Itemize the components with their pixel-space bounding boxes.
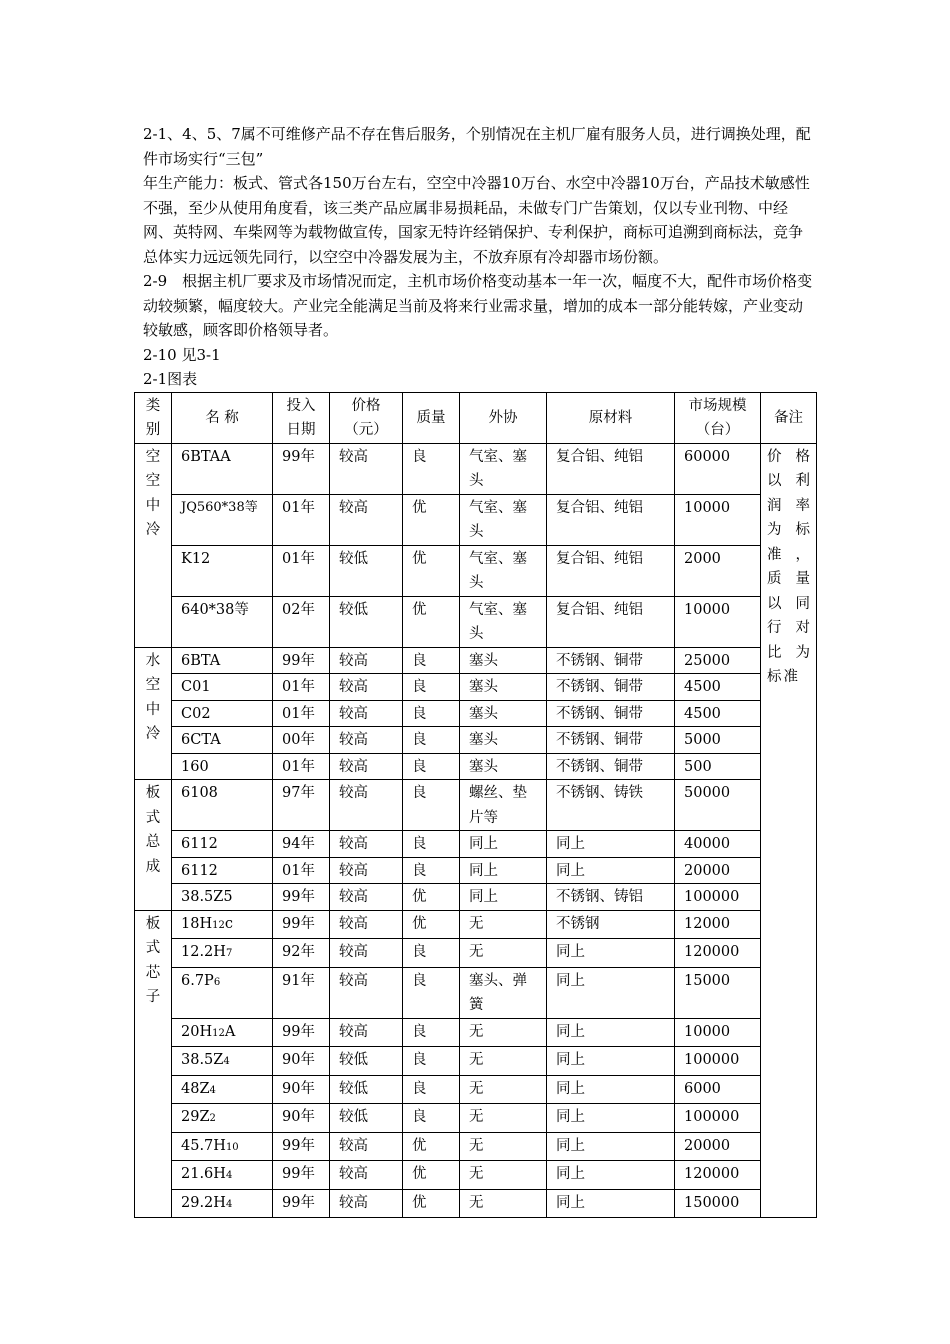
cell-outsource: 塞头、弹簧 — [460, 967, 547, 1018]
cell-scale: 12000 — [675, 910, 761, 939]
cell-scale: 120000 — [675, 939, 761, 968]
cell-name-text: 38.5Z5 — [181, 889, 233, 905]
cell-material: 不锈钢、铸铝 — [547, 884, 675, 911]
cell-scale: 120000 — [675, 1161, 761, 1190]
cell-price: 较低 — [330, 1075, 403, 1104]
cell-name-subscript: 12 — [212, 919, 225, 931]
cell-name — [172, 443, 273, 494]
cell-date: 01年 — [273, 700, 330, 727]
cell-material: 同上 — [547, 1132, 675, 1161]
cell-name-subscript: 6 — [213, 976, 221, 988]
cell-name — [172, 831, 273, 858]
cell-outsource: 螺丝、垫片等 — [460, 780, 547, 831]
cell-date: 02年 — [273, 596, 330, 647]
cell-name-text: 29.2H — [181, 1194, 226, 1211]
cell-material: 同上 — [547, 939, 675, 968]
cell-name-text: 6112 — [181, 836, 218, 852]
cell-quality: 优 — [403, 1132, 460, 1161]
table-row — [135, 967, 817, 1018]
cell-price: 较高 — [330, 674, 403, 701]
cell-material: 复合铝、纯铝 — [547, 443, 675, 494]
cell-date: 99年 — [273, 647, 330, 674]
cell-scale: 6000 — [675, 1075, 761, 1104]
cell-date: 99年 — [273, 910, 330, 939]
cell-quality: 优 — [403, 494, 460, 545]
cell-name — [172, 700, 273, 727]
cell-material: 同上 — [547, 1075, 675, 1104]
cell-scale: 15000 — [675, 967, 761, 1018]
cell-name-text: C02 — [181, 705, 211, 722]
cell-name-text: 640*38等 — [181, 601, 249, 618]
header-material: 原材料 — [547, 392, 675, 443]
cell-price: 较高 — [330, 753, 403, 780]
cell-material: 复合铝、纯铝 — [547, 596, 675, 647]
cell-name-text: C01 — [181, 679, 211, 695]
cell-outsource: 塞头 — [460, 753, 547, 780]
cell-scale: 100000 — [675, 884, 761, 911]
table-row — [135, 545, 817, 596]
cell-outsource: 无 — [460, 939, 547, 968]
cell-date: 94年 — [273, 831, 330, 858]
cell-quality: 良 — [403, 727, 460, 754]
cell-scale: 25000 — [675, 647, 761, 674]
table-row — [135, 910, 817, 939]
table-row — [135, 494, 817, 545]
cell-outsource: 塞头 — [460, 674, 547, 701]
cell-date: 91年 — [273, 967, 330, 1018]
cell-date: 90年 — [273, 1075, 330, 1104]
cell-name-text: JQ560*38等 — [181, 499, 258, 515]
paragraph-capacity: 年生产能力：板式、管式各150万台左右，空空中冷器10万台、水空中冷器10万台，产品技术敏感性不强，至少从使用角度看，该三类产品应属非易损耗品，未做专门广告策划，仅以专业刊物、中经网、英特网、车柴网等为载物做宣传，国家无特许经销保护、专利保护，商标可追溯到商标法，竞争总体实力远远领先同行，以空空中冷器发展为主，不放弃原有冷却器市场份额。 — [143, 174, 810, 266]
table-row — [135, 596, 817, 647]
cell-scale: 20000 — [675, 1132, 761, 1161]
cell-outsource: 同上 — [460, 884, 547, 911]
table-row — [135, 780, 817, 831]
cell-category: 板 式 总 成 — [135, 780, 172, 911]
cell-name-text: 29Z — [181, 1109, 210, 1125]
cell-scale: 10000 — [675, 1018, 761, 1047]
cell-quality: 良 — [403, 647, 460, 674]
cell-scale: 10000 — [675, 494, 761, 545]
cell-date: 01年 — [273, 494, 330, 545]
header-price: 价格（元） — [330, 392, 403, 443]
table-row — [135, 753, 817, 780]
table-caption: 2-1图表 — [143, 370, 198, 388]
cell-outsource: 同上 — [460, 831, 547, 858]
cell-quality: 优 — [403, 910, 460, 939]
cell-quality: 优 — [403, 545, 460, 596]
cell-name — [172, 967, 273, 1018]
cell-quality: 良 — [403, 939, 460, 968]
cell-material: 复合铝、纯铝 — [547, 494, 675, 545]
cell-material: 同上 — [547, 831, 675, 858]
cell-price: 较高 — [330, 494, 403, 545]
cell-outsource: 无 — [460, 1132, 547, 1161]
cell-name — [172, 910, 273, 939]
cell-name — [172, 674, 273, 701]
cell-name-text: 20H — [181, 1023, 213, 1040]
cell-price: 较高 — [330, 857, 403, 884]
cell-outsource: 无 — [460, 1075, 547, 1104]
cell-category: 空 空 中 冷 — [135, 443, 172, 647]
paragraph-service: 2-1、4、5、7属不可维修产品不存在售后服务，个别情况在主机厂雇有服务人员，进行调换处理，配件市场实行“三包” — [143, 125, 811, 168]
header-scale: 市场规模（台） — [675, 392, 761, 443]
cell-date: 99年 — [273, 1189, 330, 1218]
cell-outsource: 无 — [460, 1161, 547, 1190]
cell-price: 较低 — [330, 1104, 403, 1133]
cell-scale: 50000 — [675, 780, 761, 831]
cell-material: 同上 — [547, 1161, 675, 1190]
cell-name-text: 6108 — [181, 785, 218, 801]
cell-name — [172, 780, 273, 831]
cell-name — [172, 727, 273, 754]
cell-name — [172, 1047, 273, 1076]
cell-quality: 良 — [403, 443, 460, 494]
cell-quality: 良 — [403, 1018, 460, 1047]
cell-date: 99年 — [273, 1132, 330, 1161]
table-row — [135, 884, 817, 911]
cell-price: 较低 — [330, 596, 403, 647]
cell-price: 较高 — [330, 831, 403, 858]
cell-quality: 优 — [403, 596, 460, 647]
cell-note: 价格以利润率为标准，质量以同行对比为标准 — [761, 443, 817, 1218]
cell-material: 同上 — [547, 1104, 675, 1133]
cell-name — [172, 857, 273, 884]
cell-material: 不锈钢、铜带 — [547, 753, 675, 780]
cell-quality: 良 — [403, 753, 460, 780]
cell-quality: 良 — [403, 1047, 460, 1076]
cell-name-subscript: 12 — [212, 1027, 225, 1039]
cell-date: 90年 — [273, 1047, 330, 1076]
cell-name-text: 45.7H — [181, 1137, 226, 1154]
cell-price: 较高 — [330, 910, 403, 939]
cell-name-subscript: 10 — [225, 1141, 239, 1153]
cell-name-text: 160 — [181, 758, 209, 775]
cell-price: 较高 — [330, 647, 403, 674]
cell-outsource: 塞头 — [460, 700, 547, 727]
header-category: 类别 — [135, 392, 172, 443]
cell-name — [172, 884, 273, 911]
cell-date: 99年 — [273, 884, 330, 911]
table-row — [135, 1161, 817, 1190]
table-row — [135, 1189, 817, 1218]
cell-quality: 良 — [403, 831, 460, 858]
cell-category: 板 式 芯 子 — [135, 910, 172, 1218]
cell-scale: 60000 — [675, 443, 761, 494]
cell-name — [172, 596, 273, 647]
cell-price: 较高 — [330, 727, 403, 754]
cell-name — [172, 1075, 273, 1104]
cell-quality: 优 — [403, 1161, 460, 1190]
cell-scale: 2000 — [675, 545, 761, 596]
cell-quality: 良 — [403, 857, 460, 884]
cell-price: 较高 — [330, 1161, 403, 1190]
cell-name — [172, 939, 273, 968]
table-row — [135, 1104, 817, 1133]
cell-name-subscript: 4 — [209, 1084, 216, 1096]
cell-name — [172, 494, 273, 545]
cell-scale: 100000 — [675, 1104, 761, 1133]
cell-name — [172, 1104, 273, 1133]
cell-material: 同上 — [547, 857, 675, 884]
cell-price: 较高 — [330, 1018, 403, 1047]
cell-material: 不锈钢、铜带 — [547, 700, 675, 727]
cell-scale: 150000 — [675, 1189, 761, 1218]
cell-outsource: 无 — [460, 910, 547, 939]
cell-price: 较高 — [330, 967, 403, 1018]
table-body — [135, 443, 817, 1218]
cell-material: 同上 — [547, 1189, 675, 1218]
cell-outsource: 气室、塞头 — [460, 596, 547, 647]
cell-quality: 良 — [403, 780, 460, 831]
header-note: 备注 — [761, 392, 817, 443]
cell-name-text: 18H — [181, 915, 213, 932]
cell-date: 97年 — [273, 780, 330, 831]
cell-price: 较低 — [330, 545, 403, 596]
cell-name — [172, 1161, 273, 1190]
cell-date: 90年 — [273, 1104, 330, 1133]
cell-quality: 良 — [403, 1075, 460, 1104]
cell-material: 不锈钢、铜带 — [547, 674, 675, 701]
cell-material: 复合铝、纯铝 — [547, 545, 675, 596]
cell-name — [172, 753, 273, 780]
document-page — [143, 122, 813, 1218]
table-row — [135, 443, 817, 494]
cell-scale: 5000 — [675, 727, 761, 754]
cell-quality: 优 — [403, 1189, 460, 1218]
header-name: 名 称 — [172, 392, 273, 443]
table-row — [135, 857, 817, 884]
paragraph-pricing: 2-9 根据主机厂要求及市场情况而定，主机市场价格变动基本一年一次，幅度不大，配件市场价格变动较频繁，幅度较大。产业完全能满足当前及将来行业需求量，增加的成本一部分能转嫁，产业变动较敏感，顾客即价格领导者。 — [143, 272, 813, 339]
product-table — [134, 392, 817, 1219]
cell-date: 99年 — [273, 1161, 330, 1190]
cell-name-text: 38.5Z — [181, 1052, 224, 1068]
cell-date: 99年 — [273, 443, 330, 494]
table-row — [135, 1132, 817, 1161]
table-header-row — [135, 392, 817, 443]
cell-scale: 4500 — [675, 700, 761, 727]
paragraph-reference: 2-10 见3-1 — [143, 345, 221, 364]
cell-date: 01年 — [273, 857, 330, 884]
cell-price: 较高 — [330, 939, 403, 968]
cell-category: 水 空 中 冷 — [135, 647, 172, 780]
cell-outsource: 气室、塞头 — [460, 443, 547, 494]
cell-price: 较高 — [330, 884, 403, 911]
cell-material: 不锈钢、铸铁 — [547, 780, 675, 831]
cell-name-text: 6BTA — [181, 652, 221, 669]
cell-date: 92年 — [273, 939, 330, 968]
cell-outsource: 无 — [460, 1189, 547, 1218]
table-row — [135, 939, 817, 968]
table-row — [135, 674, 817, 701]
cell-quality: 良 — [403, 1104, 460, 1133]
header-date: 投入日期 — [273, 392, 330, 443]
cell-outsource: 同上 — [460, 857, 547, 884]
cell-price: 较低 — [330, 1047, 403, 1076]
cell-price: 较高 — [330, 700, 403, 727]
cell-outsource: 无 — [460, 1104, 547, 1133]
cell-name-subscript: 4 — [225, 1170, 233, 1181]
cell-price: 较高 — [330, 1132, 403, 1161]
cell-name-subscript: 4 — [225, 1198, 233, 1210]
cell-quality: 优 — [403, 884, 460, 911]
cell-scale: 20000 — [675, 857, 761, 884]
cell-name-subscript: 7 — [225, 948, 233, 959]
cell-date: 99年 — [273, 1018, 330, 1047]
cell-outsource: 塞头 — [460, 647, 547, 674]
cell-name-subscript: 2 — [209, 1113, 216, 1124]
cell-outsource: 无 — [460, 1047, 547, 1076]
cell-name-text: 6112 — [181, 862, 218, 879]
cell-date: 01年 — [273, 753, 330, 780]
table-row — [135, 1075, 817, 1104]
cell-material: 不锈钢 — [547, 910, 675, 939]
cell-scale: 500 — [675, 753, 761, 780]
cell-date: 01年 — [273, 545, 330, 596]
cell-name — [172, 1189, 273, 1218]
cell-scale: 4500 — [675, 674, 761, 701]
cell-outsource: 塞头 — [460, 727, 547, 754]
cell-quality: 良 — [403, 967, 460, 1018]
cell-scale: 40000 — [675, 831, 761, 858]
cell-name-suffix: c — [224, 915, 233, 932]
cell-name-subscript: 4 — [223, 1056, 230, 1067]
cell-name-text: 6.7P — [181, 972, 214, 989]
cell-name — [172, 647, 273, 674]
cell-material: 同上 — [547, 1018, 675, 1047]
cell-quality: 良 — [403, 700, 460, 727]
table-row — [135, 831, 817, 858]
cell-name — [172, 1132, 273, 1161]
cell-material: 不锈钢、铜带 — [547, 727, 675, 754]
cell-name-text: K12 — [181, 550, 211, 567]
table-row — [135, 647, 817, 674]
table-row — [135, 727, 817, 754]
cell-material: 同上 — [547, 967, 675, 1018]
table-row — [135, 1018, 817, 1047]
cell-name-text: 12.2H — [181, 944, 226, 960]
cell-name-text: 6BTAA — [181, 448, 231, 465]
cell-scale: 100000 — [675, 1047, 761, 1076]
cell-outsource: 气室、塞头 — [460, 494, 547, 545]
cell-scale: 10000 — [675, 596, 761, 647]
cell-name — [172, 1018, 273, 1047]
cell-outsource: 无 — [460, 1018, 547, 1047]
table-row — [135, 1047, 817, 1076]
cell-name-text: 21.6H — [181, 1166, 226, 1182]
cell-date: 01年 — [273, 674, 330, 701]
cell-name-text: 6CTA — [181, 732, 221, 748]
cell-outsource: 气室、塞头 — [460, 545, 547, 596]
cell-price: 较高 — [330, 1189, 403, 1218]
cell-material: 同上 — [547, 1047, 675, 1076]
cell-date: 00年 — [273, 727, 330, 754]
cell-quality: 良 — [403, 674, 460, 701]
table-row — [135, 700, 817, 727]
cell-price: 较高 — [330, 780, 403, 831]
cell-material: 不锈钢、铜带 — [547, 647, 675, 674]
header-quality: 质量 — [403, 392, 460, 443]
header-outsource: 外协 — [460, 392, 547, 443]
cell-price: 较高 — [330, 443, 403, 494]
cell-name-text: 48Z — [181, 1080, 210, 1097]
cell-name — [172, 545, 273, 596]
cell-name-suffix: A — [224, 1023, 236, 1040]
